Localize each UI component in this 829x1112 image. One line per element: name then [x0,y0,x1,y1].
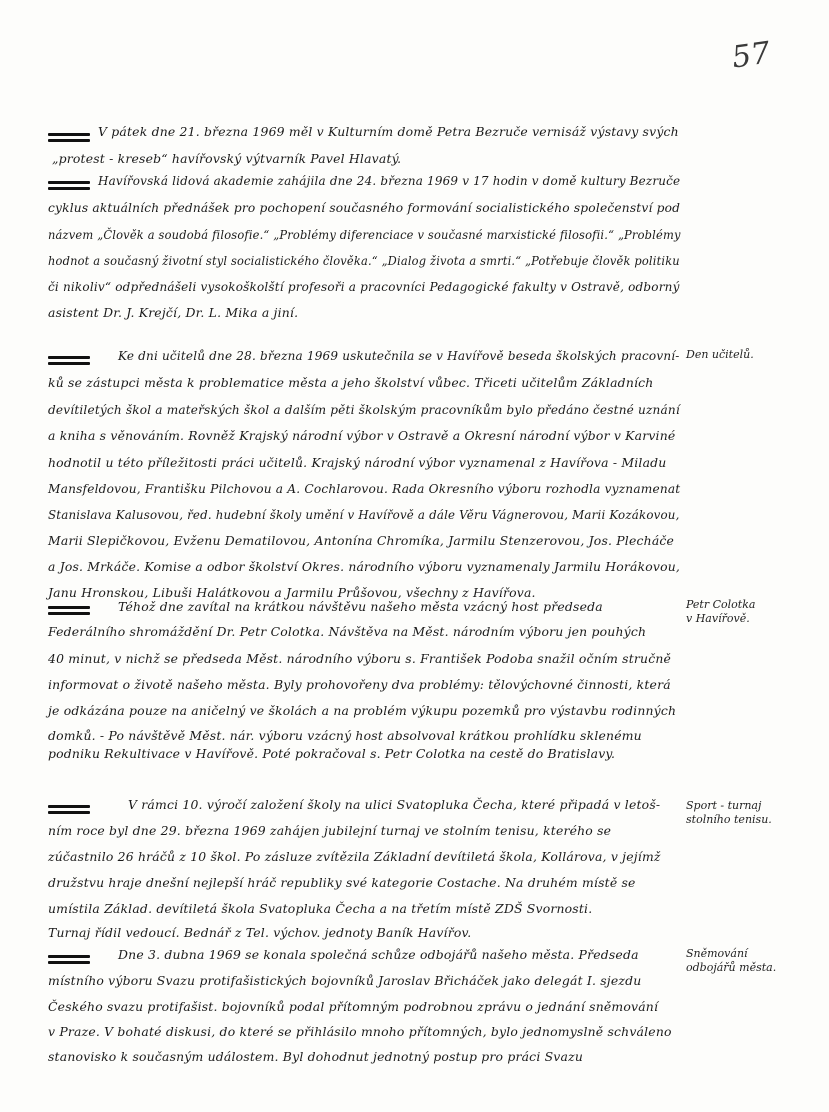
margin-note [686,598,755,626]
entry-text-line: domků. - Po návštěvě Měst. nár. výboru vzácný host absolvoval krátkou prohlídku sklenému [48,728,642,743]
margin-note-line: Sněmování [686,947,748,960]
entry-text-line: Téhož dne zavítal na krátkou návštěvu našeho města vzácný host předseda [118,599,603,614]
entry-text-line: Ke dni učitelů dne 28. března 1969 uskutečnila se v Havířově beseda školských pracovní- [118,348,680,363]
entry-marker [48,181,90,193]
entry-text-line: Turnaj řídil vedoucí. Bednář z Tel. výchov. jednoty Baník Havířov. [48,925,472,940]
entry-text-line: „protest - kreseb“ havířovský výtvarník Pavel Hlavatý. [52,151,402,166]
margin-note-line: odbojářů města. [686,961,777,974]
entry-text-line: družstvu hraje dnešní nejlepší hráč republiky své kategorie Costache. Na druhém místě se [48,875,636,890]
entry-text-line: zúčastnilo 26 hráčů z 10 škol. Po zásluze zvítězila Základní devítiletá škola, Kollárova, v jejímž [48,849,661,864]
entry-text-line: Mansfeldovou, Františku Pilchovou a A. Cochlarovou. Rada Okresního výboru rozhodla vyznamenat [48,481,681,496]
entry-text-line: umístila Základ. devítiletá škola Svatopluka Čecha a na třetím místě ZDŠ Svornosti. [48,901,593,916]
entry-text-line: je odkázána pouze na aničelný ve školách a na problém výkupu pozemků pro výstavbu rodinných [48,703,677,718]
margin-note [686,348,754,362]
entry-marker [48,805,90,817]
entry-marker [48,356,90,368]
margin-note [686,799,772,827]
margin-note [686,947,776,975]
entry-text-line: cyklus aktuálních přednášek pro pochopení současného formování socialistického společenství pod [48,200,681,215]
entry-marker [48,606,90,618]
entry-marker [48,955,90,967]
entry-text-line: a kniha s věnováním. Rovněž Krajský národní výbor v Ostravě a Okresní národní výbor v Karviné [48,428,676,443]
entry-text-line: hodnot a současný životní styl socialistického člověka.“ „Dialog života a smrti.“ „Potřebuje člověk politiku [48,253,680,268]
entry-text-line: Federálního shromáždění Dr. Petr Colotka. Návštěva na Měst. národním výboru jen pouhých [48,624,647,639]
entry-text-line: 40 minut, v nichž se předseda Měst. národního výboru s. František Podoba snažil očním stručně [48,651,672,666]
entry-text-line: ním roce byl dne 29. března 1969 zahájen jubilejní turnaj ve stolním tenisu, kterého se [48,823,612,838]
entry-text-line: informovat o životě našeho města. Byly prohovořeny dva problémy: tělovýchovné činnosti, která [48,677,671,692]
entry-text-line: či nikoliv“ odpřednášeli vysokoškolští profesoři a pracovníci Pedagogické fakulty v Ostravě, odborný [48,279,680,294]
entry-text-line: Českého svazu protifašist. bojovníků podal přítomným podrobnou zprávu o jednání sněmování [48,999,659,1014]
margin-note-line: Den učitelů. [686,348,754,361]
entry-text-line: Stanislava Kalusovou, řed. hudební školy umění v Havířově a dále Věru Vágnerovou, Marii Kozákovou, [48,507,680,522]
entry-text-line: názvem „Člověk a soudobá filosofie.“ „Problémy diferenciace v současné marxistické filosofii.“ „Problémy [48,227,681,242]
entry-text-line: hodnotil u této příležitosti práci učitelů. Krajský národní výbor vyznamenal z Havířova - Miladu [48,455,667,470]
entry-marker [48,133,90,145]
entry-text-line: stanovisko k současným událostem. Byl dohodnut jednotný postup pro práci Svazu [48,1049,584,1064]
entry-text-line: V pátek dne 21. března 1969 měl v Kulturním domě Petra Bezruče vernisáž výstavy svých [98,124,679,139]
margin-note-line: v Havířově. [686,612,750,625]
entry-text-line: Janu Hronskou, Libuši Halátkovou a Jarmilu Průšovou, všechny z Havířova. [48,585,536,600]
entry-text-line: v Praze. V bohaté diskusi, do které se přihlásilo mnoho přítomných, bylo jednomyslně schváleno [48,1024,672,1039]
entry-text-line: ků se zástupci města k problematice města a jeho školství vůbec. Třiceti učitelům Základních [48,375,654,390]
page-number: 57 [729,35,773,76]
entry-text-line: Havířovská lidová akademie zahájila dne 24. března 1969 v 17 hodin v domě kultury Bezruče [98,173,681,188]
entry-text-line: podniku Rekultivace v Havířově. Poté pokračoval s. Petr Colotka na cestě do Bratislavy. [48,746,616,761]
entry-text-line: devítiletých škol a mateřských škol a dalším pěti školským pracovníkům bylo předáno čestné uznání [48,402,680,417]
entry-text-line: Marii Slepičkovou, Evženu Dematilovou, Antonína Chromíka, Jarmilu Stenzerovou, Jos. Plecháče [48,533,675,548]
entry-text-line: asistent Dr. J. Krejčí, Dr. L. Mika a jiní. [48,305,299,320]
margin-note-line: Petr Colotka [686,598,756,611]
margin-note-line: stolního tenisu. [686,813,772,826]
entry-text-line: Dne 3. dubna 1969 se konala společná schůze odbojářů našeho města. Předseda [118,947,639,962]
entry-text-line: a Jos. Mrkáče. Komise a odbor školství Okres. národního výboru vyznamenaly Jarmilu Horákovou, [48,559,681,574]
margin-note-line: Sport - turnaj [686,799,762,812]
entry-text-line: V rámci 10. výročí založení školy na ulici Svatopluka Čecha, které připadá v letoš- [128,797,661,812]
entry-text-line: místního výboru Svazu protifašistických bojovníků Jaroslav Břicháček jako delegát I. sjezdu [48,973,642,988]
